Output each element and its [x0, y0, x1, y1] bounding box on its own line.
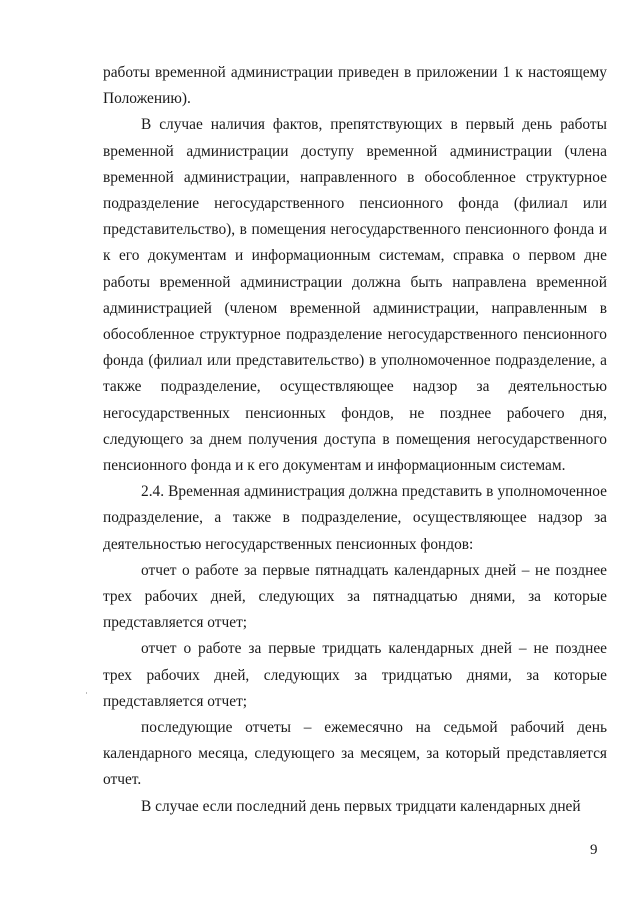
- scan-speck: [86, 692, 87, 694]
- page-number: 9: [590, 842, 598, 858]
- paragraph-4: отчет о работе за первые пятнадцать календарных дней – не позднее трех рабочих дней, следующих за пятнадцатью днями, за которые представляется отчет;: [103, 561, 607, 632]
- paragraph-2: В случае наличия фактов, препятствующих в первый день работы временной администрации доступу временной администрации (члена временной администрации, направленного в обособленное структурное подразделение негосударственного пенсионного фонда (филиал или представительство), в помещения негосударственного пенсионного фонда и к его документам и информационным системам, справка о первом дне работы временной администрации должна быть направлена временной администрацией (членом временной администрации, направленным в обособленное структурное подразделение негосударственного пенсионного фонда (филиал или представительство) в уполномоченное подразделение, а также подразделение, осуществляющее надзор за деятельностью негосударственных пенсионных фондов, не позднее рабочего дня, следующего за днем получения доступа в помещения негосударственного пенсионного фонда и к его документам и информационным системам.: [103, 116, 607, 475]
- paragraph-6: последующие отчеты – ежемесячно на седьмой рабочий день календарного месяца, следующего за месяцем, за который представляется отчет.: [103, 719, 607, 789]
- paragraph-5: отчет о работе за первые тридцать календарных дней – не позднее трех рабочих дней, следующих за тридцатью днями, за которые представляется отчет;: [103, 640, 607, 710]
- paragraph-1: работы временной администрации приведен в приложении 1 к настоящему Положению).: [103, 64, 607, 108]
- paragraph-3: 2.4. Временная администрация должна представить в уполномоченное подразделение, а также в подразделение, осуществляющее надзор за деятельностью негосударственных пенсионных фондов:: [103, 483, 607, 553]
- paragraph-7: В случае если последний день первых тридцати календарных дней: [141, 797, 581, 815]
- document-body: [103, 60, 607, 820]
